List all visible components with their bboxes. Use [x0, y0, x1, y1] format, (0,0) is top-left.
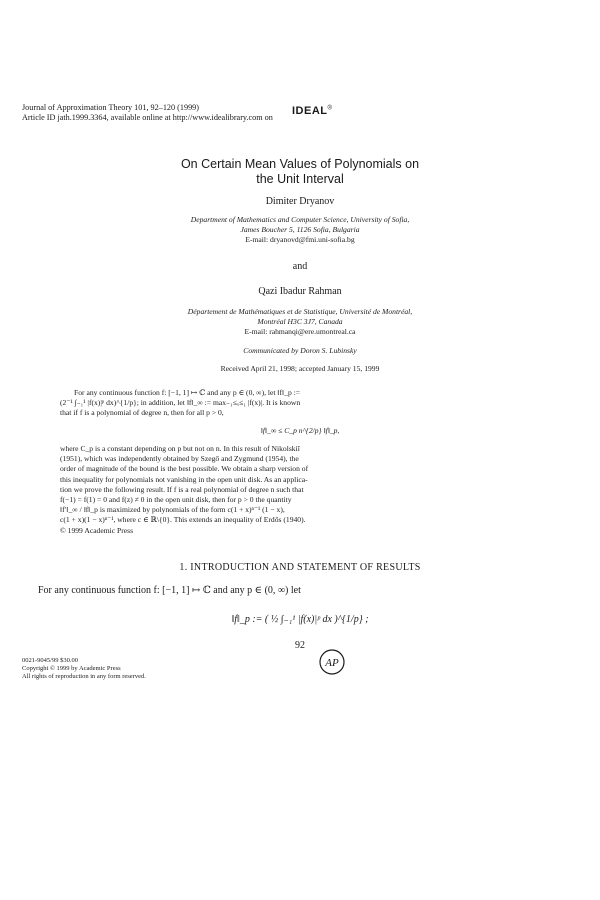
author-1-affil-line-2: James Boucher 5, 1126 Sofia, Bulgaria [240, 225, 360, 234]
abstract-line: c(1 + x)(1 − x)ⁿ⁻¹, where c ∈ ℝ\{0}. This extends an inequality of Erdős (1940). [60, 515, 306, 525]
author-1-affil-line-1: Department of Mathematics and Computer Science, University of Sofia, [190, 215, 410, 224]
author-1-affiliation [0, 215, 600, 245]
publisher-logo-text: AP [325, 657, 339, 669]
abstract-line: where C_p is a constant depending on p but not on n. In this result of Nikolskiĭ [60, 444, 300, 453]
ideal-logo [292, 105, 332, 117]
page-number: 92 [295, 640, 305, 651]
title-line-1: On Certain Mean Values of Polynomials on [180, 157, 420, 171]
abstract-line: order of magnitude of the bound is the best possible. We obtain a sharp version of [60, 464, 309, 474]
author-2-name: Qazi Ibadur Rahman [258, 286, 342, 297]
footer-copyright [22, 657, 146, 681]
section-heading: 1. INTRODUCTION AND STATEMENT OF RESULTS [179, 562, 421, 573]
author-1-email: E-mail: dryanovd@fmi.uni-sofia.bg [245, 235, 355, 244]
registered-mark: ® [327, 105, 333, 112]
article-id: Article ID jath.1999.3364, available online at http://www.idealibrary.com on [22, 112, 273, 122]
received-dates: Received April 21, 1998; accepted January 15, 1999 [220, 364, 380, 373]
abstract-line: f(−1) = f(1) = 0 and f(z) ≠ 0 in the open unit disk, then for p > 0 the quantity [60, 495, 292, 505]
author-2-affiliation [0, 307, 600, 337]
abstract-display-equation: ‖f‖_∞ ≤ C_p n^{2/p} ‖f‖_p, [260, 426, 340, 435]
author-1-name: Dimiter Dryanov [265, 196, 335, 207]
footer-rights: All rights of reproduction in any form reserved. [22, 673, 146, 680]
author-2-affil-line-1: Département de Mathématiques et de Statistique, Université de Montréal, [187, 307, 413, 316]
communicated-by: Communicated by Doron S. Lubinsky [243, 346, 357, 355]
abstract-line: tion we prove the following result. If f is a real polynomial of degree n such that [60, 484, 304, 494]
footer-price: 0021-9045/99 $30.00 [22, 657, 78, 664]
abstract-line: (2⁻¹ ∫₋₁¹ |f(x)|ᵖ dx)^{1/p}; in addition, let ‖f‖_∞ := max₋₁≤ₓ≤₁ |f(x)|. It is known [60, 398, 301, 408]
author-separator: and [292, 261, 308, 272]
body-equation: ‖f‖_p := ( ½ ∫₋₁¹ |f(x)|ᵖ dx )^{1/p} ; [231, 614, 369, 625]
abstract-line: that if f is a polynomial of degree n, then for all p > 0, [60, 408, 224, 418]
abstract-line: ‖f′‖_∞ / ‖f‖_p is maximized by polynomials of the form c(1 + x)ⁿ⁻¹ (1 − x), [60, 505, 285, 515]
footer-copyright-line: Copyright © 1999 by Academic Press [22, 665, 121, 672]
abstract-copyright: © 1999 Academic Press [60, 525, 134, 535]
paper-title [0, 157, 600, 187]
journal-citation: Journal of Approximation Theory 101, 92–120 (1999) [22, 103, 199, 112]
abstract-paragraph-1 [60, 388, 534, 419]
ideal-logo-text: IDEAL [292, 105, 328, 117]
abstract-paragraph-2 [60, 444, 534, 536]
title-line-2: the Unit Interval [256, 172, 344, 186]
academic-press-logo-icon [318, 648, 346, 676]
abstract-line: this inequality for polynomials not vanishing in the open unit disk. As an applica- [60, 474, 308, 484]
abstract-line: (1951), which was independently obtained by Szegő and Zygmund (1954), the [60, 454, 299, 464]
abstract-line: For any continuous function f: [−1, 1] ↦ ℂ and any p ∈ (0, ∞), let ‖f‖_p := [74, 388, 301, 397]
author-2-email: E-mail: rahmanqi@ere.umontreal.ca [244, 327, 356, 336]
body-text: For any continuous function f: [−1, 1] ↦ ℂ and any p ∈ (0, ∞) let [38, 585, 301, 596]
author-2-affil-line-2: Montréal H3C 3J7, Canada [257, 317, 343, 326]
